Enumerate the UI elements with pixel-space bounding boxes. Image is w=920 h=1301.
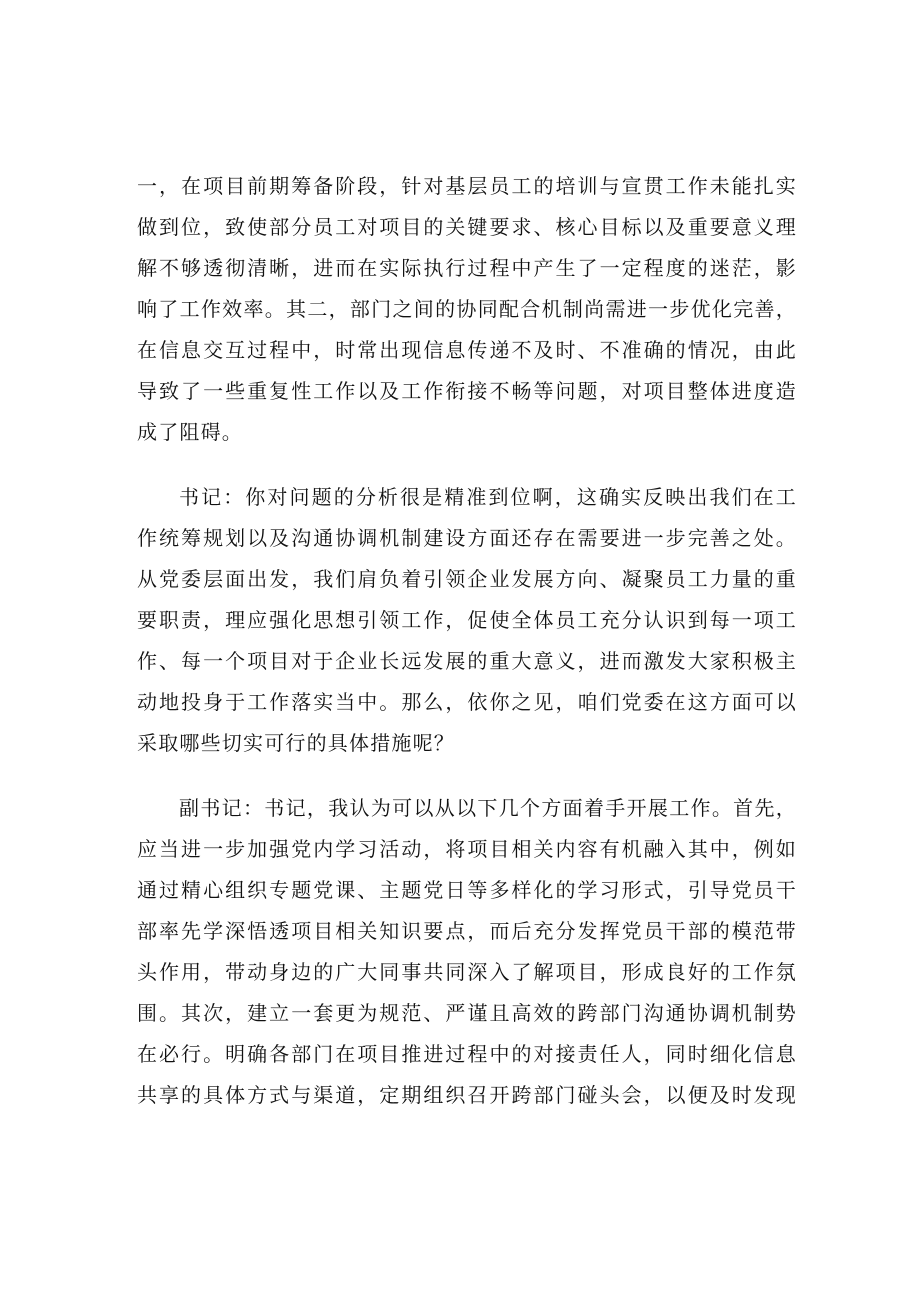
text-line: 作、每一个项目对于企业长远发展的重大意义，进而激发大家积极主 bbox=[137, 649, 797, 673]
paragraph-gap bbox=[137, 764, 797, 788]
paragraph-gap bbox=[137, 453, 797, 477]
text-line: 解不够透彻清晰，进而在实际执行过程中产生了一定程度的迷茫，影 bbox=[137, 256, 797, 280]
text-line: 作统筹规划以及沟通协调机制建设方面还存在需要进一步完善之处。 bbox=[137, 526, 797, 550]
text-line: 从党委层面出发，我们肩负着引领企业发展方向、凝聚员工力量的重 bbox=[137, 567, 797, 591]
text-line: 应当进一步加强党内学习活动，将项目相关内容有机融入其中，例如 bbox=[137, 837, 797, 861]
text-line: 响了工作效率。其二，部门之间的协同配合机制尚需进一步优化完善， bbox=[137, 297, 797, 321]
text-line: 一，在项目前期筹备阶段，针对基层员工的培训与宣贯工作未能扎实 bbox=[137, 174, 797, 198]
text-line: 做到位，致使部分员工对项目的关键要求、核心目标以及重要意义理 bbox=[137, 215, 797, 239]
text-line: 共享的具体方式与渠道，定期组织召开跨部门碰头会，以便及时发现 bbox=[137, 1083, 797, 1107]
paragraph-deputy-secretary bbox=[137, 788, 797, 1116]
text-line: 在必行。明确各部门在项目推进过程中的对接责任人，同时细化信息 bbox=[137, 1042, 797, 1066]
text-line: 通过精心组织专题党课、主题党日等多样化的学习形式，引导党员干 bbox=[137, 878, 797, 902]
text-line: 导致了一些重复性工作以及工作衔接不畅等问题，对项目整体进度造 bbox=[137, 379, 797, 403]
text-line: 动地投身于工作落实当中。那么，依你之见，咱们党委在这方面可以 bbox=[137, 690, 797, 714]
text-line: 书记：你对问题的分析很是精准到位啊，这确实反映出我们在工 bbox=[179, 485, 797, 509]
text-line: 副书记：书记，我认为可以从以下几个方面着手开展工作。首先， bbox=[179, 796, 797, 820]
document-body bbox=[137, 166, 797, 1116]
paragraph-problem-analysis bbox=[137, 166, 797, 453]
text-line: 要职责，理应强化思想引领工作，促使全体员工充分认识到每一项工 bbox=[137, 608, 797, 632]
text-line: 采取哪些切实可行的具体措施呢？ bbox=[137, 731, 455, 755]
text-line: 在信息交互过程中，时常出现信息传递不及时、不准确的情况，由此 bbox=[137, 338, 797, 362]
text-line: 部率先学深悟透项目相关知识要点，而后充分发挥党员干部的模范带 bbox=[137, 919, 797, 943]
text-line: 围。其次，建立一套更为规范、严谨且高效的跨部门沟通协调机制势 bbox=[137, 1001, 797, 1025]
paragraph-secretary bbox=[137, 477, 797, 764]
text-line: 成了阻碍。 bbox=[137, 420, 243, 444]
text-line: 头作用，带动身边的广大同事共同深入了解项目，形成良好的工作氛 bbox=[137, 960, 797, 984]
